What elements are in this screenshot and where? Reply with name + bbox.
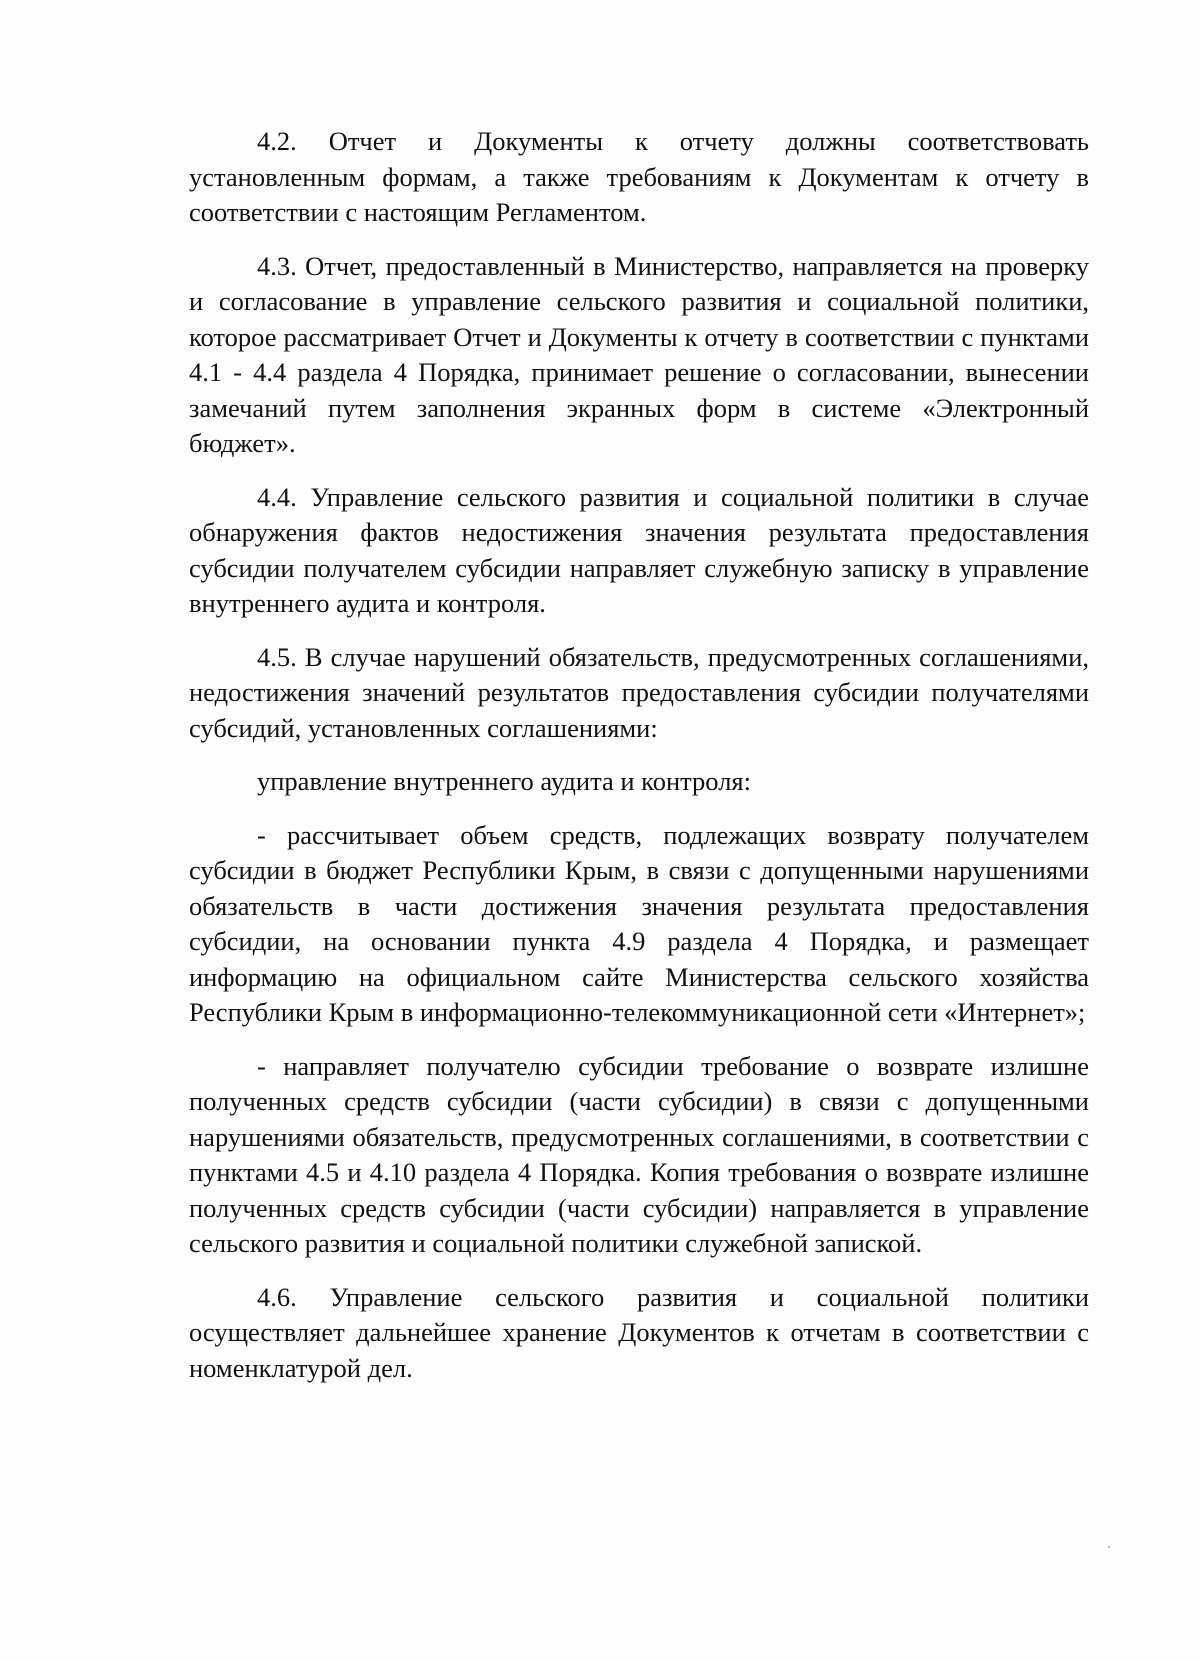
paragraph-sends-item: - направляет получателю субсидии требование о возврате излишне полученных средств субсидии (части субсидии) в связи с допущенными нарушениями обязательств, предусмотренных соглашениями, в соответствии с пунктами 4.5 и 4.10 раздела 4 Порядка. Копия требования о возврате излишне полученных средств субсидии (части субсидии) направляется в управление сельского развития и социальной политики служебной запиской. <box>189 1050 1089 1258</box>
scan-speck <box>1108 1546 1110 1548</box>
paragraph-audit-heading: управление внутреннего аудита и контроля: <box>257 766 751 796</box>
paragraph-4-2: 4.2. Отчет и Документы к отчету должны соответствовать установленным формам, а также требованиям к Документам к отчету в соответствии с настоящим Регламентом. <box>189 126 1089 227</box>
paragraph-4-4: 4.4. Управление сельского развития и социальной политики в случае обнаружения фактов недостижения значения результата предоставления субсидии получателем субсидии направляет служебную записку в управление внутреннего аудита и контроля. <box>189 481 1089 618</box>
paragraph-4-3: 4.3. Отчет, предоставленный в Министерство, направляется на проверку и согласование в управление сельского развития и социальной политики, которое рассматривает Отчет и Документы к отчету в соответствии с пунктами 4.1 - 4.4 раздела 4 Порядка, принимает решение о согласовании, вынесении замечаний путем заполнения экранных форм в системе «Электронный бюджет». <box>189 250 1089 458</box>
paragraph-4-5: 4.5. В случае нарушений обязательств, предусмотренных соглашениями, недостижения значений результатов предоставления субсидии получателями субсидий, установленных соглашениями: <box>189 641 1089 743</box>
paragraph-calculates-item: - рассчитывает объем средств, подлежащих возврату получателем субсидии в бюджет Республики Крым, в связи с допущенными нарушениями обязательств в части достижения значения результата предоставления субсидии, на основании пункта 4.9 раздела 4 Порядка, и размещает информацию на официальном сайте Министерства сельского хозяйства Республики Крым в информационно-телекоммуникационной сети «Интернет»; <box>189 819 1089 1027</box>
paragraph-4-6: 4.6. Управление сельского развития и социальной политики осуществляет дальнейшее хранение Документов к отчетам в соответствии с номенклатурой дел. <box>189 1281 1089 1383</box>
document-body <box>189 124 1089 1404</box>
